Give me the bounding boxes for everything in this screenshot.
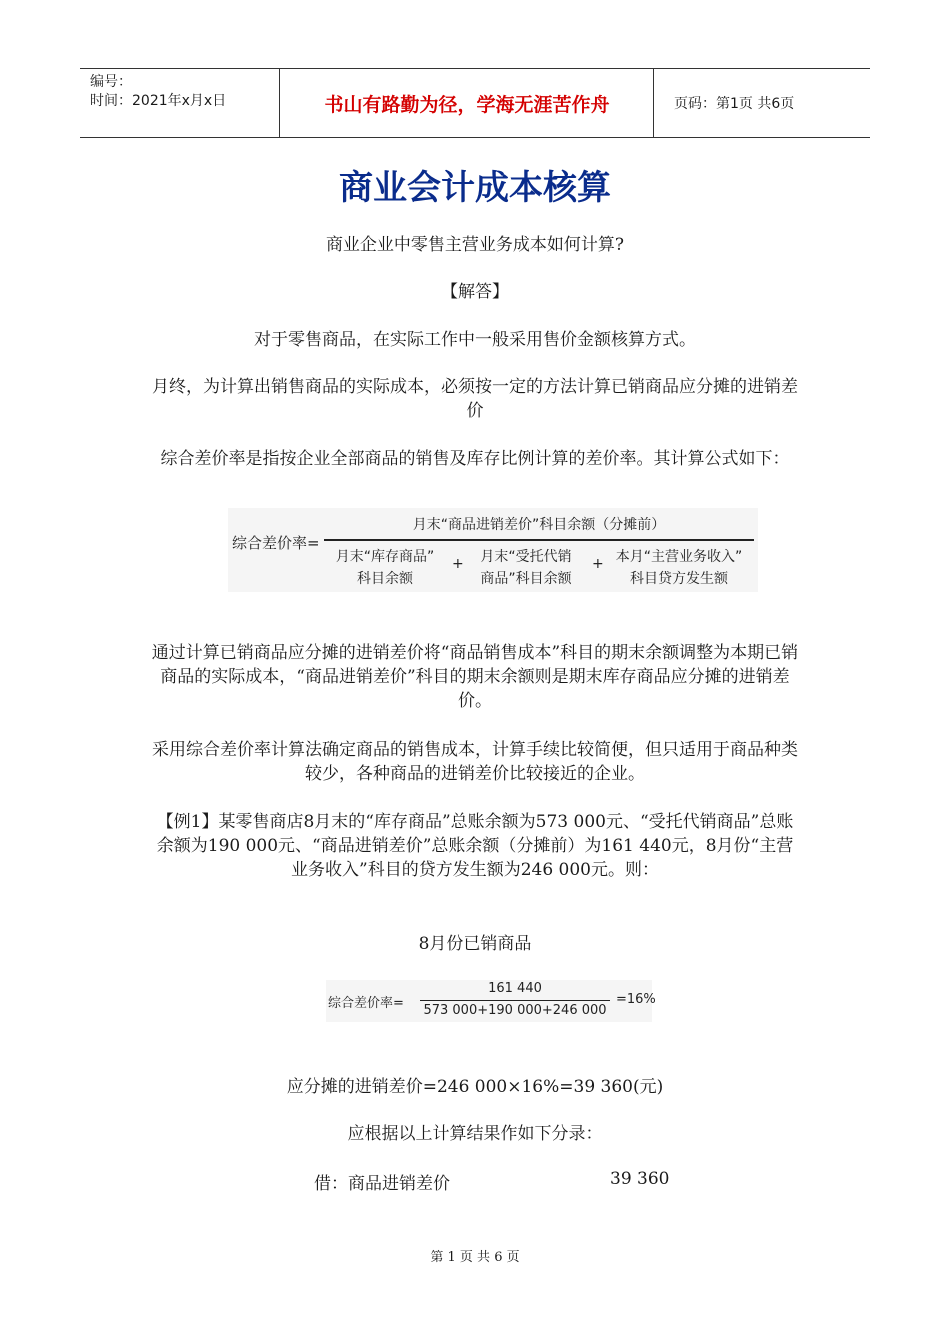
formula2-label: 综合差价率= (328, 996, 404, 1011)
page-info-text: 页码：第1页 共6页 (674, 96, 795, 112)
formula1-denominator-2: 月末“受托代销 商品”科目余额 (480, 549, 572, 587)
paragraph-2: 月终，为计算出销售商品的实际成本，必须按一定的方法计算已销商品应分摊的进销差价 (152, 377, 798, 421)
page-title: 商业会计成本核算 (339, 168, 611, 208)
question-text: 商业企业中零售主营业务成本如何计算? (325, 235, 625, 255)
subheading-text: 8月份已销商品 (418, 934, 532, 954)
page-footer: 第 1 页 共 6 页 (430, 1250, 520, 1265)
formula1-plus-1: + (452, 556, 464, 572)
formula2-fraction-bar (420, 1000, 610, 1001)
formula2-numerator: 161 440 (488, 981, 542, 996)
time-label: 时间：2021年x月x日 (90, 93, 227, 109)
entry-intro-text: 应根据以上计算结果作如下分录： (347, 1124, 603, 1144)
journal-entry-account: 借：商品进销差价 (314, 1174, 450, 1194)
formula1-label: 综合差价率= (232, 534, 320, 552)
header-motto: 书山有路勤为径，学海无涯苦作舟 (281, 69, 654, 137)
formula2-denominator: 573 000+190 000+246 000 (423, 1003, 607, 1018)
paragraph-5: 采用综合差价率计算法确定商品的销售成本，计算手续比较简便，但只适用于商品种类较少，各种商品的进销差价比较接近的企业。 (152, 740, 798, 784)
header-table (80, 68, 870, 138)
formula2-result: =16% (616, 992, 656, 1007)
example-paragraph: 【例1】某零售商店8月末的“库存商品”总账余额为573 000元、“受托代销商品”总账余额为190 000元、“商品进销差价”总账余额（分摊前）为161 440元，8月份“主营业务收入”科目的贷方发生额为246 000元。则： (156, 812, 794, 880)
paragraph-3: 综合差价率是指按企业全部商品的销售及库存比例计算的差价率。其计算公式如下： (160, 449, 790, 469)
formula1-fraction-bar (324, 539, 754, 541)
formula1-denominator-1: 月末“库存商品” 科目余额 (335, 549, 435, 587)
code-label: 编号： (90, 74, 132, 90)
paragraph-4: 通过计算已销商品应分摊的进销差价将“商品销售成本”科目的期末余额调整为本期已销商品的实际成本，“商品进销差价”科目的期末余额则是期末库存商品应分摊的进销差价。 (151, 643, 799, 711)
header-meta-cell (80, 69, 280, 137)
journal-entry-amount: 39 360 (610, 1169, 670, 1189)
calculation-text: 应分摊的进销差价=246 000×16%=39 360(元) (286, 1077, 664, 1097)
paragraph-1: 对于零售商品，在实际工作中一般采用售价金额核算方式。 (254, 330, 696, 350)
example-rate-formula (326, 980, 656, 1022)
header-page-info (664, 69, 870, 137)
formula1-plus-2: + (592, 556, 604, 572)
formula1-denominator-3: 本月“主营业务收入” 科目贷方发生额 (615, 549, 743, 587)
composite-rate-formula (228, 508, 758, 592)
answer-heading: 【解答】 (441, 282, 509, 302)
formula1-numerator: 月末“商品进销差价”科目余额（分摊前） (412, 517, 666, 533)
